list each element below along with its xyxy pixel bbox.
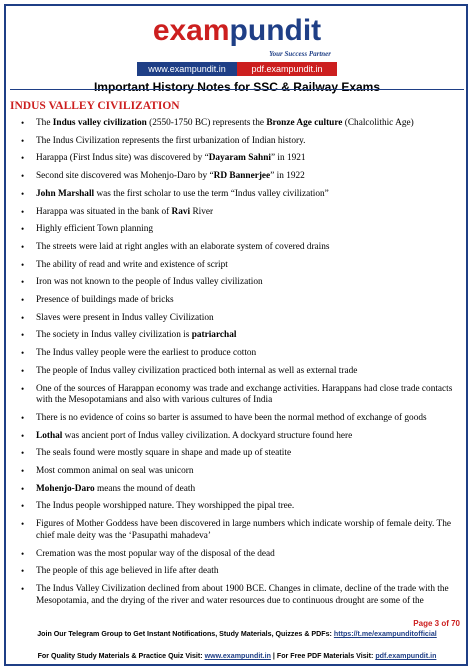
bullet-icon: • [21,171,25,182]
note-text: Iron was not known to the people of Indus valley civilization [36,277,263,288]
note-text: The Indus people worshipped nature. They worshipped the pipal tree. [36,501,295,512]
footer-quality-text: For Quality Study Materials & Practice Quiz Visit: [37,652,205,660]
bullet-icon: • [21,583,25,594]
bullet-icon: • [21,412,25,423]
note-item [10,277,462,289]
note-text: The people of this age believed in life after death [36,566,219,577]
note-item [10,501,462,513]
bullet-icon: • [21,348,25,359]
bullet-icon: • [21,483,25,494]
note-emphasis: Bronze Age culture [266,118,343,128]
note-text: Slaves were present in Indus valley Civilization [36,312,214,323]
bullet-icon: • [21,277,25,288]
note-emphasis: Indus valley civilization [52,118,147,128]
note-text: means the mound of death [94,483,196,494]
footer-telegram-line [0,630,474,638]
note-item [10,189,462,201]
note-item [10,330,462,342]
note-item [10,171,462,183]
note-item [10,242,462,254]
note-item [10,484,462,496]
note-text: Cremation was the most popular way of the disposal of the dead [36,548,275,559]
note-emphasis: patriarchal [191,330,237,341]
notes-list [10,118,462,613]
note-text: ” in 1921 [270,153,306,164]
bullet-icon: • [21,330,25,341]
note-text: The ability of read and write and existence of script [36,259,228,270]
note-text: The seals found were mostly square in shape and made up of steatite [36,448,292,459]
note-text: The Indus Valley Civilization declined from about 1900 BCE. Changes in climate, decline of the trade with the Mesopotamia, and the drying of the river and water resources due to continuous drought are some of the [36,583,449,606]
logo-pundit-text: pundit [229,14,322,47]
note-emphasis: Lothal [36,430,63,441]
note-item [10,466,462,478]
note-emphasis: Ravi [171,206,191,217]
bullet-icon: • [21,259,25,270]
note-text: River [190,206,214,217]
note-emphasis: RD Bannerjee [213,171,271,182]
section-heading: INDUS VALLEY CIVILIZATION [10,100,180,112]
note-item [10,431,462,443]
page-current: 3 [434,619,440,628]
website-url[interactable]: www.exampundit.in [137,62,237,76]
bullet-icon: • [21,365,25,376]
note-text: Harappa was situated in the bank of [36,206,172,217]
bullet-icon: • [21,241,25,252]
note-item [10,366,462,378]
note-text: There is no evidence of coins so barter is assumed to have been the normal method of exchange of goods [36,412,427,423]
bullet-icon: • [21,118,25,128]
note-text: Figures of Mother Goddess have been discovered in large numbers which indicate worship of female deity. The chief male deity was the ‘Pasupathi mahadeva’ [36,519,451,541]
bullet-icon: • [21,548,25,559]
telegram-link[interactable]: https://t.me/exampunditofficial [333,630,437,638]
bullet-icon: • [21,430,25,441]
note-item [10,519,462,542]
note-text: was ancient port of Indus valley civilization. A dockyard structure found here [62,430,353,441]
note-item [10,207,462,219]
page-number [413,619,460,628]
note-emphasis: John Marshall [36,188,95,199]
note-item [10,413,462,425]
footer-separator-text: | For Free PDF Materials Visit: [270,652,376,660]
note-text: Highly efficient Town planning [36,224,154,235]
pdf-url[interactable]: pdf.exampundit.in [237,62,337,76]
note-item [10,260,462,272]
page-of: of [439,619,452,628]
note-item [10,584,462,607]
page-total: 70 [451,619,460,628]
note-text: ” in 1922 [270,171,305,182]
note-text: (2550-1750 BC) represents the [146,118,267,128]
bullet-icon: • [21,153,25,164]
note-item [10,136,462,148]
url-bar [137,62,337,76]
bullet-icon: • [21,295,25,306]
bullet-icon: • [21,448,25,459]
note-item [10,153,462,165]
note-text: The [36,118,53,128]
page-label: Page [413,619,435,628]
bullet-icon: • [21,224,25,235]
footer-visit-line [0,652,474,660]
title-divider [10,89,464,90]
note-item [10,566,462,578]
note-item [10,549,462,561]
header [0,8,474,98]
note-text: was the first scholar to use the term “Indus valley civilization” [94,188,329,199]
note-text: Second site discovered was Mohenjo-Daro by “ [36,171,214,182]
footer-telegram-text: Join Our Telegram Group to Get Instant Notifications, Study Materials, Quizzes & PDFs: [37,630,334,638]
note-text: Most common animal on seal was unicorn [36,466,194,477]
note-item [10,295,462,307]
note-text: Harappa (First Indus site) was discovered by “ [36,153,209,164]
note-text: The Indus valley people were the earliest to produce cotton [36,348,257,359]
bullet-icon: • [21,312,25,323]
note-text: (Chalcolithic Age) [342,118,414,128]
footer-pdf-link[interactable]: pdf.exampundit.in [375,652,437,660]
document-title: Important History Notes for SSC & Railway Exams [93,80,381,94]
bullet-icon: • [21,501,25,512]
note-item [10,313,462,325]
bullet-icon: • [21,383,25,394]
note-item [10,224,462,236]
logo-tagline: Your Success Partner [269,50,331,58]
footer-website-link[interactable]: www.exampundit.in [204,652,271,660]
note-emphasis: Mohenjo-Daro [36,483,95,494]
note-text: The society in Indus valley civilization is [36,330,192,341]
bullet-icon: • [21,519,25,530]
note-emphasis: Dayaram Sahni [208,153,271,164]
bullet-icon: • [21,206,25,217]
note-text: One of the sources of Harappan economy was trade and exchange activities. Harappans had close trade contacts with the Mesopotamians and also with various cultures of India [36,383,453,406]
note-text: Presence of buildings made of bricks [36,295,174,306]
note-item [10,348,462,360]
note-text: The people of Indus valley civilization practiced both internal as well as external trade [36,365,358,376]
note-text: The Indus Civilization represents the first urbanization of Indian history. [36,135,306,146]
logo-exam-text: exam [152,14,230,47]
note-text: The streets were laid at right angles with an elaborate system of covered drains [36,241,330,252]
bullet-icon: • [21,188,25,199]
bullet-icon: • [21,135,25,146]
bullet-icon: • [21,566,25,577]
note-item [10,448,462,460]
bullet-icon: • [21,466,25,477]
logo-wordmark [137,16,337,46]
note-item [10,384,462,407]
exampundit-logo [137,16,337,88]
note-item [10,118,462,130]
